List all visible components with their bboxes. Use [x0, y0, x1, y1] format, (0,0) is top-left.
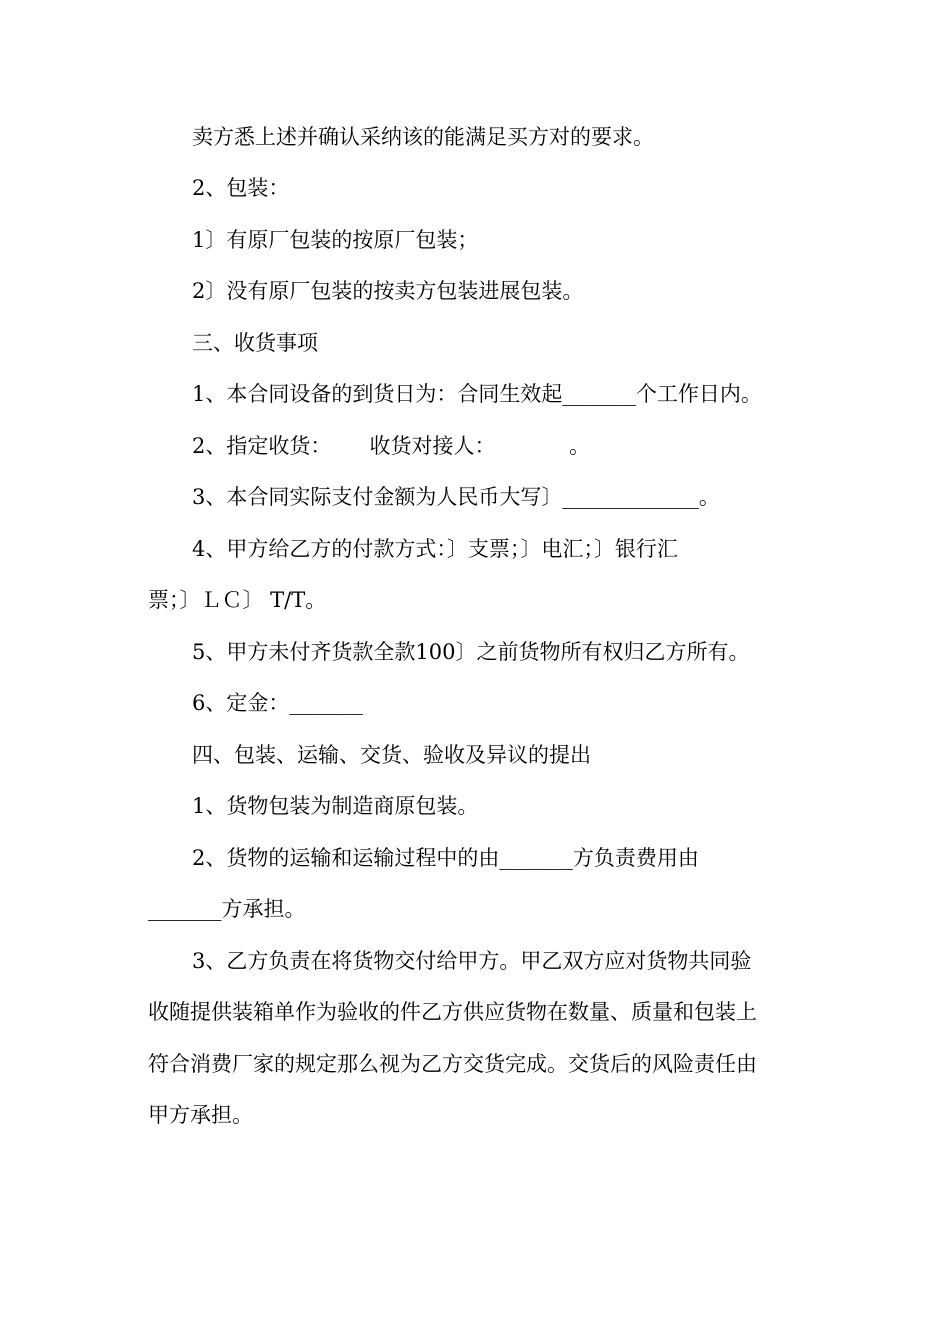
clause-ownership: 5、甲方未付齐货款全款100〕之前货物所有权归乙方所有。 [192, 640, 750, 664]
paragraph-seller-confirmation: 卖方悉上述并确认采纳该的能满足买方对的要求。 [192, 125, 654, 149]
clause-deposit: 6、定金：_______ [192, 691, 363, 715]
clause-transport-cost: 2、货物的运输和运输过程中的由_______方负责费用由 [192, 846, 699, 870]
clause-manufacturer-packaging: 1、货物包装为制造商原包装。 [192, 794, 479, 818]
clause-payment-method: 4、甲方给乙方的付款方式：〕支票；〕电汇；〕银行汇 [192, 537, 678, 561]
section-heading-packaging-delivery: 四、包装、运输、交货、验收及异议的提出 [192, 743, 591, 767]
clause-delivery-acceptance: 3、乙方负责在将货物交付给甲方。甲乙双方应对货物共同验 [192, 949, 752, 973]
clause-delivery-date: 1、本合同设备的到货日为：合同生效起_______个工作日内。 [192, 382, 762, 406]
clause-payment-amount: 3、本合同实际支付金额为人民币大写〕_____________。 [192, 485, 720, 509]
section-heading-receiving: 三、收货事项 [192, 331, 318, 355]
clause-packaging-original: 1〕有原厂包装的按原厂包装； [192, 228, 479, 252]
clause-delivery-acceptance-line-2: 收随提供装箱单作为验收的件乙方供应货物在数量、质量和包装上 [148, 1000, 757, 1024]
clause-delivery-acceptance-line-3: 符合消费厂家的规定那么视为乙方交货完成。交货后的风险责任由 [148, 1052, 757, 1076]
clause-delivery-acceptance-line-4: 甲方承担。 [148, 1103, 253, 1127]
clause-designated-receiver: 2、指定收货： 收货对接人： 。 [192, 434, 591, 458]
clause-transport-cost-continued: _______方承担。 [148, 897, 306, 921]
clause-packaging-heading: 2、包装： [192, 176, 290, 200]
clause-payment-method-continued: 票；〕ＬＣ〕 T/T。 [148, 588, 327, 612]
clause-packaging-seller: 2〕没有原厂包装的按卖方包装进展包装。 [192, 279, 584, 303]
